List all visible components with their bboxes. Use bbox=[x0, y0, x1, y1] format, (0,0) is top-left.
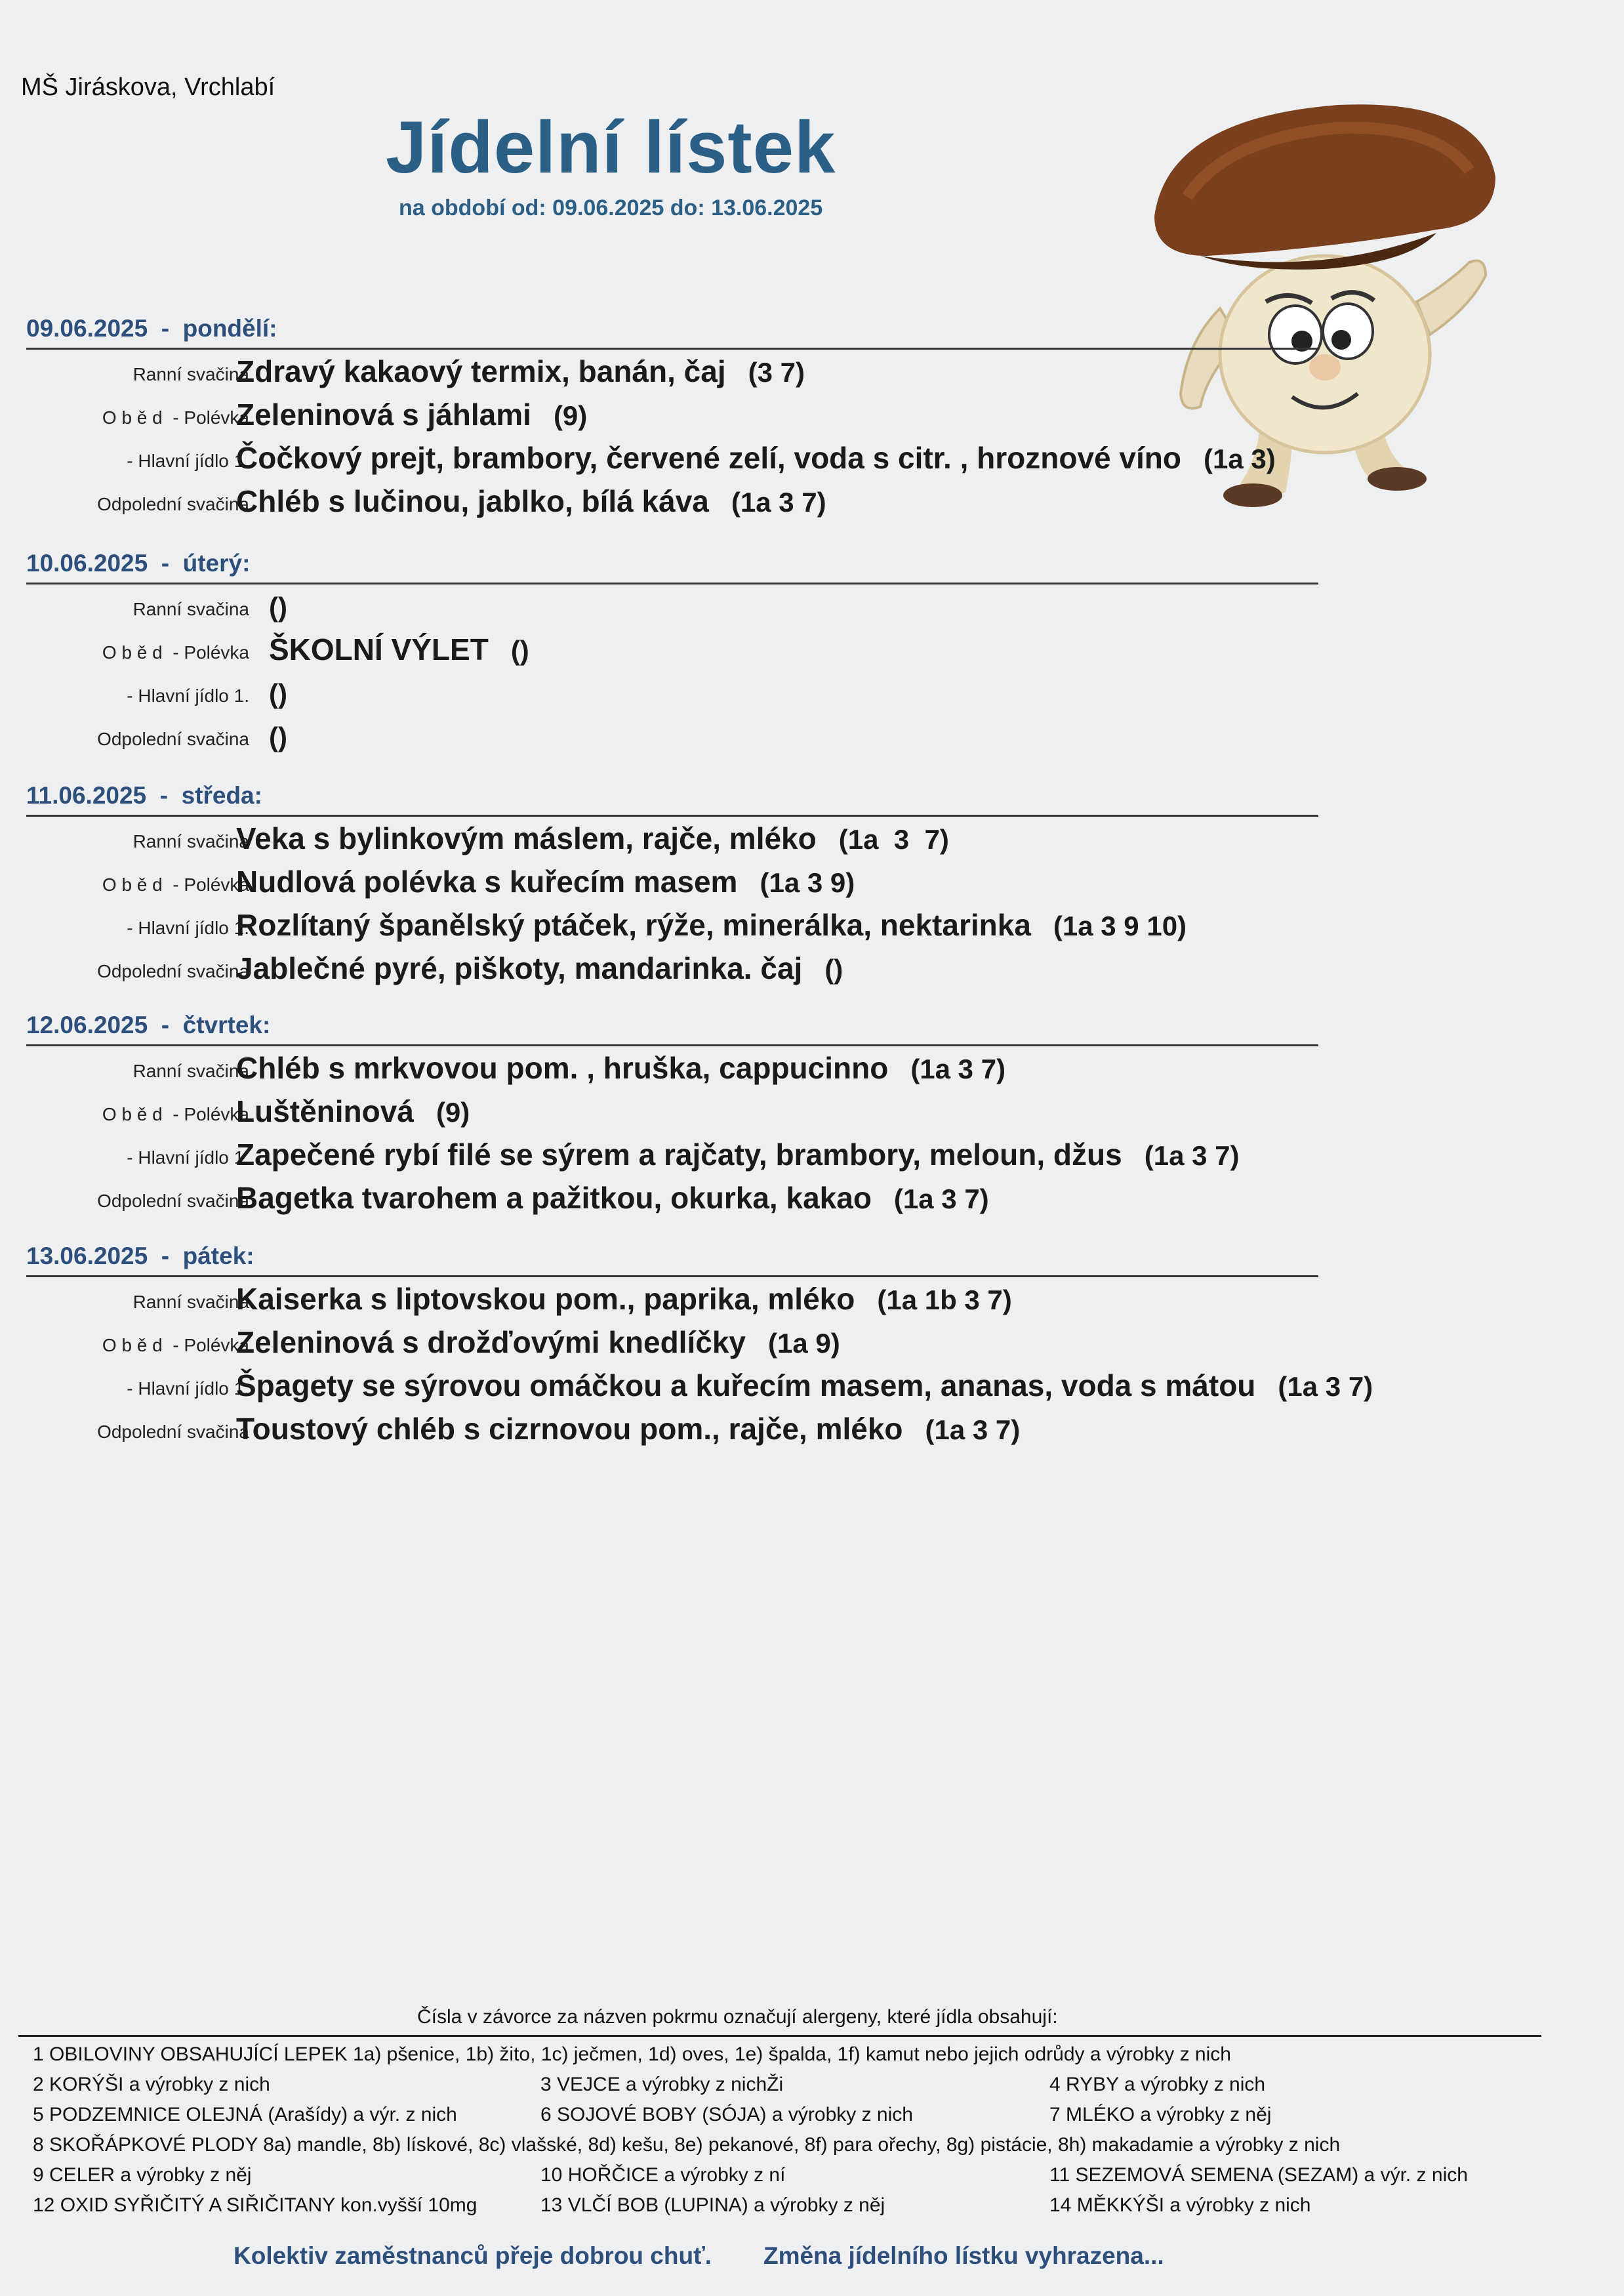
dish-name: Zeleninová s jáhlami bbox=[236, 398, 531, 432]
dish bbox=[236, 397, 587, 432]
row-label: O b ě d - Polévka bbox=[102, 1335, 249, 1355]
allergen-codes: (1a 3 7) bbox=[1144, 1140, 1240, 1171]
allergen-5: 5 PODZEMNICE OLEJNÁ (Arašídy) a výr. z nich bbox=[33, 2104, 457, 2125]
dish-name: ŠKOLNÍ VÝLET bbox=[269, 632, 489, 666]
dish bbox=[269, 588, 287, 624]
allergen-7: 7 MLÉKO a výrobky z něj bbox=[1049, 2104, 1272, 2125]
menu-row-odpoledni bbox=[26, 947, 1325, 990]
allergen-codes: (1a 9) bbox=[768, 1328, 840, 1359]
row-label: Ranní svačina bbox=[132, 599, 249, 619]
menu-row-hlavni bbox=[26, 436, 1325, 480]
allergen-codes: (1a 3 7) bbox=[910, 1054, 1006, 1084]
allergen-2: 2 KORÝŠI a výrobky z nich bbox=[33, 2074, 270, 2095]
dish-name: Zapečené rybí filé se sýrem a rajčaty, brambory, meloun, džus bbox=[236, 1138, 1122, 1172]
menu-row-odpoledni bbox=[26, 1407, 1325, 1450]
dish bbox=[236, 1324, 840, 1360]
dish-name: Rozlítaný španělský ptáček, rýže, minerálka, nektarinka bbox=[236, 908, 1031, 942]
allergen-codes: (1a 3 7) bbox=[1278, 1371, 1373, 1402]
row-label: O b ě d - Polévka bbox=[102, 407, 249, 428]
menu-row-polevka bbox=[26, 393, 1325, 436]
allergen-codes: (1a 1b 3 7) bbox=[877, 1284, 1012, 1315]
allergen-row bbox=[18, 2194, 1541, 2224]
dish bbox=[236, 1094, 470, 1129]
dish-name: Bagetka tvarohem a pažitkou, okurka, kakao bbox=[236, 1181, 872, 1215]
footer-disclaimer: Změna jídelního lístku vyhrazena... bbox=[763, 2242, 1164, 2269]
allergen-codes: () bbox=[269, 722, 287, 752]
dish-name: Zdravý kakaový termix, banán, čaj bbox=[236, 354, 726, 388]
menu-row-polevka bbox=[26, 860, 1325, 903]
allergen-row bbox=[18, 2074, 1541, 2104]
menu-row-ranni bbox=[26, 584, 1325, 628]
allergen-3: 3 VEJCE a výrobky z nichŽi bbox=[540, 2074, 784, 2095]
allergen-9: 9 CELER a výrobky z něj bbox=[33, 2164, 252, 2186]
dish bbox=[236, 821, 949, 856]
menu-row-ranni bbox=[26, 1046, 1325, 1090]
day-thursday bbox=[26, 1012, 1325, 1220]
dish-name: Špagety se sýrovou omáčkou a kuřecím masem, ananas, voda s mátou bbox=[236, 1368, 1256, 1403]
allergen-codes: (1a 3 7) bbox=[731, 487, 826, 518]
row-label: - Hlavní jídlo 1. bbox=[127, 451, 249, 471]
allergen-codes: (1a 3 7) bbox=[838, 824, 949, 855]
allergen-codes: (1a 3 9) bbox=[760, 867, 855, 898]
row-label: Ranní svačina bbox=[132, 1061, 249, 1081]
day-monday bbox=[26, 315, 1325, 523]
menu-row-ranni bbox=[26, 350, 1325, 393]
menu-row-polevka bbox=[26, 1090, 1325, 1133]
allergen-row bbox=[18, 2104, 1541, 2134]
day-header: 13.06.2025 - pátek: bbox=[26, 1242, 1318, 1277]
allergen-10: 10 HOŘČICE a výrobky z ní bbox=[540, 2164, 786, 2186]
dish bbox=[236, 1281, 1012, 1317]
menu-row-odpoledni bbox=[26, 480, 1325, 523]
dish bbox=[236, 907, 1187, 943]
dish bbox=[269, 718, 287, 754]
dish bbox=[236, 1137, 1239, 1172]
dish-name: Jablečné pyré, piškoty, mandarinka. čaj bbox=[236, 951, 803, 985]
allergen-codes: (1a 3) bbox=[1203, 443, 1276, 474]
row-label: Odpolední svačina bbox=[97, 961, 249, 981]
row-label: O b ě d - Polévka bbox=[102, 642, 249, 663]
allergen-codes: (1a 3 7) bbox=[925, 1414, 1021, 1445]
allergen-8: 8 SKOŘÁPKOVÉ PLODY 8a) mandle, 8b) lískové, 8c) vlašské, 8d) kešu, 8e) pekanové, 8f) para ořechy, 8g) pistácie, 8h) makadamie a výrobky z nich bbox=[33, 2134, 1341, 2156]
menu-row-hlavni bbox=[26, 671, 1325, 714]
allergen-6: 6 SOJOVÉ BOBY (SÓJA) a výrobky z nich bbox=[540, 2104, 913, 2125]
row-label: O b ě d - Polévka bbox=[102, 1104, 249, 1124]
period-range: na období od: 09.06.2025 do: 13.06.2025 bbox=[399, 195, 823, 220]
footer-greeting: Kolektiv zaměstnanců přeje dobrou chuť. bbox=[233, 2242, 712, 2269]
dish bbox=[236, 1411, 1020, 1446]
day-wednesday bbox=[26, 782, 1325, 990]
dish-name: Luštěninová bbox=[236, 1094, 414, 1128]
row-label: - Hlavní jídlo 1. bbox=[127, 1147, 249, 1168]
allergen-codes: () bbox=[824, 954, 843, 985]
allergen-row bbox=[18, 2164, 1541, 2194]
row-label: Odpolední svačina bbox=[97, 1191, 249, 1211]
menu-row-hlavni bbox=[26, 1364, 1373, 1407]
allergen-codes: (3 7) bbox=[748, 357, 805, 388]
dish bbox=[236, 483, 826, 519]
day-header: 10.06.2025 - úterý: bbox=[26, 550, 1318, 584]
allergen-codes: () bbox=[510, 635, 529, 666]
menu-row-polevka bbox=[26, 1321, 1325, 1364]
day-friday bbox=[26, 1242, 1373, 1450]
dish-name: Toustový chléb s cizrnovou pom., rajče, mléko bbox=[236, 1412, 903, 1446]
allergen-codes: (1a 3 7) bbox=[893, 1183, 989, 1214]
dish bbox=[236, 864, 855, 899]
dish bbox=[236, 440, 1276, 476]
menu-row-ranni bbox=[26, 817, 1325, 860]
allergen-1: 1 OBILOVINY OBSAHUJÍCÍ LEPEK 1a) pšenice, 1b) žito, 1c) ječmen, 1d) oves, 1e) špalda, 1f) kamut nebo jejich odrůdy a výrobky z nich bbox=[33, 2043, 1231, 2065]
allergen-4: 4 RYBY a výrobky z nich bbox=[1049, 2074, 1266, 2095]
allergen-intro: Čísla v závorce za názven pokrmu označují alergeny, které jídla obsahují: bbox=[417, 2006, 1058, 2028]
day-header: 11.06.2025 - středa: bbox=[26, 782, 1318, 817]
row-label: - Hlavní jídlo 1. bbox=[127, 1378, 249, 1399]
dish-name: Čočkový prejt, brambory, červené zelí, voda s citr. , hroznové víno bbox=[236, 441, 1181, 475]
day-header: 12.06.2025 - čtvrtek: bbox=[26, 1012, 1318, 1046]
allergen-14: 14 MĚKKÝŠI a výrobky z nich bbox=[1049, 2194, 1311, 2216]
menu-row-odpoledni bbox=[26, 714, 1325, 758]
allergen-codes: (9) bbox=[553, 400, 588, 431]
row-label: Odpolední svačina bbox=[97, 1422, 249, 1442]
dish-name: Zeleninová s drožďovými knedlíčky bbox=[236, 1325, 746, 1359]
day-header: 09.06.2025 - pondělí: bbox=[26, 315, 1318, 350]
row-label: Ranní svačina bbox=[132, 831, 249, 851]
school-name: MŠ Jiráskova, Vrchlabí bbox=[21, 73, 275, 101]
row-label: Ranní svačina bbox=[132, 364, 249, 384]
dish-name: Chléb s lučinou, jablko, bílá káva bbox=[236, 484, 709, 518]
allergen-13: 13 VLČÍ BOB (LUPINA) a výrobky z něj bbox=[540, 2194, 885, 2216]
dish bbox=[269, 675, 287, 710]
row-label: Odpolední svačina bbox=[97, 729, 249, 749]
row-label: Ranní svačina bbox=[132, 1292, 249, 1312]
allergen-11: 11 SEZEMOVÁ SEMENA (SEZAM) a výr. z nich bbox=[1049, 2164, 1468, 2186]
dish bbox=[236, 951, 843, 986]
menu-row-ranni bbox=[26, 1277, 1325, 1321]
dish bbox=[269, 632, 529, 667]
menu-row-hlavni bbox=[26, 903, 1325, 947]
allergen-legend bbox=[18, 2035, 1541, 2224]
row-label: O b ě d - Polévka bbox=[102, 874, 249, 895]
row-label: - Hlavní jídlo 1. bbox=[127, 918, 249, 938]
dish-name: Veka s bylinkovým máslem, rajče, mléko bbox=[236, 821, 817, 855]
row-label: - Hlavní jídlo 1. bbox=[127, 686, 249, 706]
menu-row-polevka bbox=[26, 628, 1325, 671]
allergen-12: 12 OXID SYŘIČITÝ A SIŘIČITANY kon.vyšší 10mg bbox=[33, 2194, 477, 2216]
day-tuesday bbox=[26, 550, 1325, 758]
row-label: Odpolední svačina bbox=[97, 494, 249, 514]
dish-name: Nudlová polévka s kuřecím masem bbox=[236, 865, 738, 899]
menu-row-hlavni bbox=[26, 1133, 1325, 1176]
dish bbox=[236, 1368, 1373, 1403]
dish-name: Kaiserka s liptovskou pom., paprika, mléko bbox=[236, 1282, 855, 1316]
page-title: Jídelní lístek bbox=[386, 106, 836, 188]
dish bbox=[236, 1180, 989, 1216]
dish-name: Chléb s mrkvovou pom. , hruška, cappucinno bbox=[236, 1051, 889, 1085]
menu-row-odpoledni bbox=[26, 1176, 1325, 1220]
allergen-codes: () bbox=[269, 592, 287, 623]
allergen-codes: (9) bbox=[436, 1097, 470, 1128]
allergen-codes: (1a 3 9 10) bbox=[1053, 911, 1187, 941]
dish bbox=[236, 354, 805, 389]
dish bbox=[236, 1050, 1005, 1086]
allergen-codes: () bbox=[269, 678, 287, 709]
